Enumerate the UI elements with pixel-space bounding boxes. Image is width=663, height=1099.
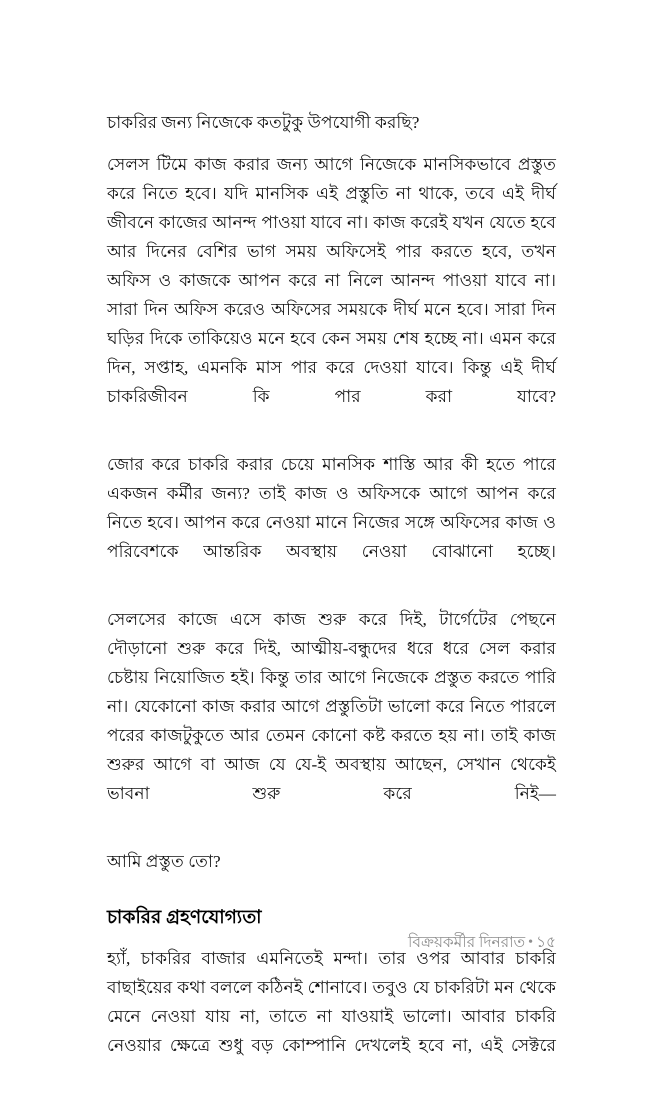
section-heading: চাকরির গ্রহণযোগ্যতা [107, 907, 262, 927]
footer-book-title: বিক্রয়কর্মীর দিনরাত [408, 934, 526, 951]
lead-question: চাকরির জন্য নিজেকে কতটুকু উপযোগী করছি? [107, 113, 420, 132]
body-paragraph-1: সেলস টিমে কাজ করার জন্য আগে নিজেকে মানসিকভাবে প্রস্তুত করে নিতে হবে। যদি মানসিক এই প্রস্তুতি না থাকে, তবে এই দীর্ঘ জীবনে কাজের আনন্দ পাওয়া যাবে না। কাজ করেই যখন যেতে হবে আর দিনের বেশির ভাগ সময় অফিসেই পার করতে হবে, তখন অফিস ও কাজকে আপন করে না নিলে আনন্দ পাওয়া যাবে না। সারা দিন অফিস করেও অফিসের সময়কে দীর্ঘ মনে হবে। সারা দিন ঘড়ির দিকে তাকিয়েও মনে হবে কেন সময় শেষ হচ্ছে না। এমন করে দিন, সপ্তাহ, এমনকি মাস পার করে দেওয়া যাবে। কিন্তু এই দীর্ঘ চাকরিজীবন কি পার করা যাবে? [107, 155, 556, 406]
body-paragraph-2: জোর করে চাকরি করার চেয়ে মানসিক শাস্তি আর কী হতে পারে একজন কর্মীর জন্য? তাই কাজ ও অফিসকে আগে আপন করে নিতে হবে। আপন করে নেওয়া মানে নিজের সঙ্গে অফিসের কাজ ও পরিবেশকে আন্তরিক অবস্থায় নেওয়া বোঝানো হচ্ছে। [107, 455, 556, 561]
footer-separator-bullet: • [528, 935, 534, 950]
standalone-question: আমি প্রস্তুত তো? [107, 852, 221, 871]
page-footer [107, 932, 556, 954]
section-paragraph: হ্যাঁ, চাকরির বাজার এমনিতেই মন্দা। তার ওপর আবার চাকরি বাছাইয়ের কথা বললে কঠিনই শোনাবে। তবুও যে চাকরিটা মন থেকে মেনে নেওয়া যায় না, তাতে না যাওয়াই ভালো। আবার চাকরি নেওয়ার ক্ষেত্রে শুধু বড় কোম্পানি দেখলেই হবে না, এই সেক্টরে [107, 949, 556, 1055]
footer-page-number: ১৫ [536, 934, 556, 951]
body-paragraph-3: সেলসের কাজে এসে কাজ শুরু করে দিই, টার্গেটের পেছনে দৌড়ানো শুরু করে দিই, আত্মীয়-বন্ধুদের ধরে ধরে সেল করার চেষ্টায় নিয়োজিত হই। কিন্তু তার আগে নিজেকে প্রস্তুত করতে পারি না। যেকোনো কাজ করার আগে প্রস্তুতিটা ভালো করে নিতে পারলে পরের কাজটুকুতে আর তেমন কোনো কষ্ট করতে হয় না। তাই কাজ শুরুর আগে বা আজ যে যে-ই অবস্থায় আছেন, সেখান থেকেই ভাবনা শুরু করে নিই— [107, 610, 556, 803]
